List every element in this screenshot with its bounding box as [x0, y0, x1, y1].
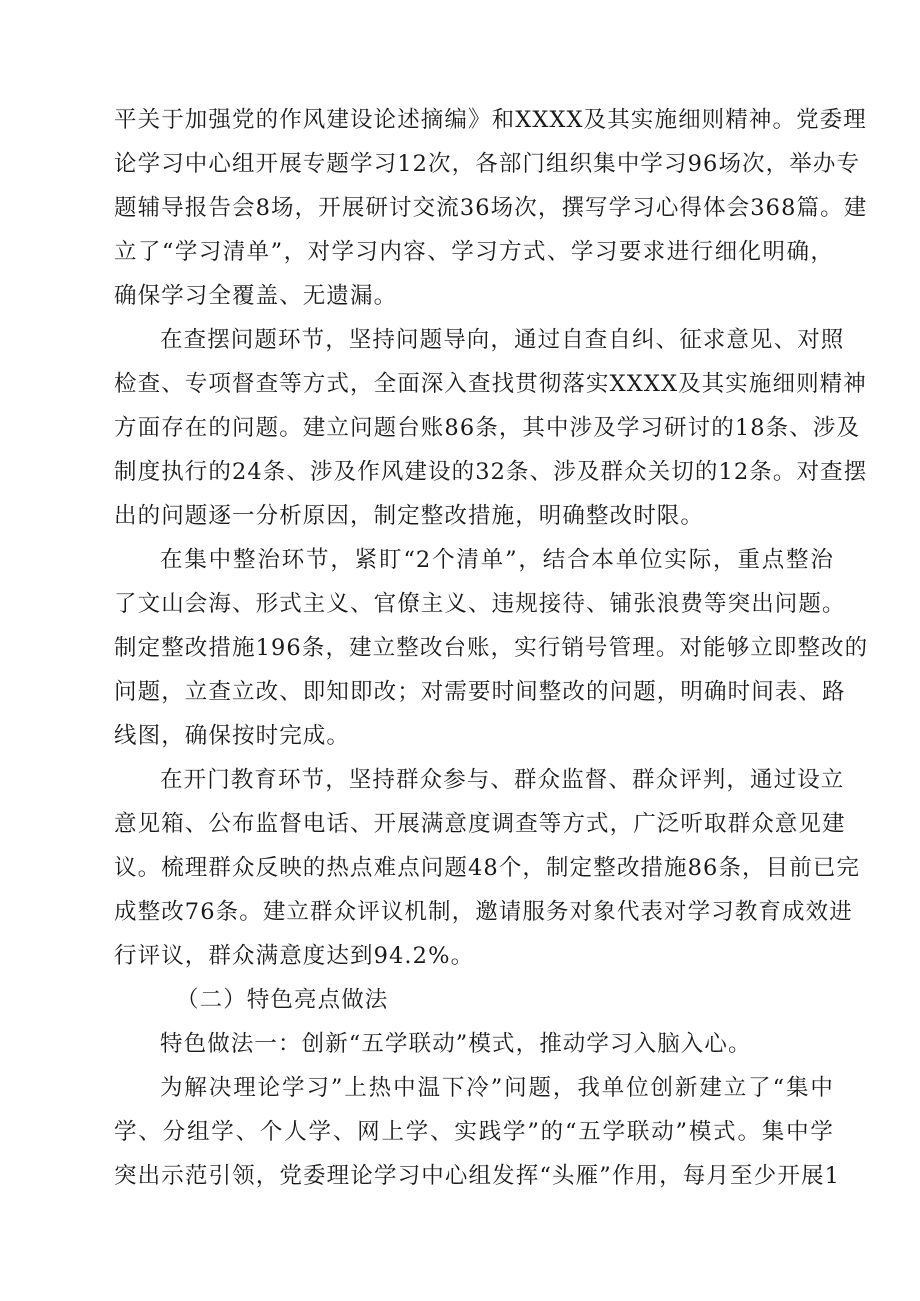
- text-line: 平关于加强党的作风建设论述摘编》和XXXX及其实施细则精神。党委理: [114, 107, 867, 133]
- text-line: 意见箱、公布监督电话、开展满意度调查等方式，广泛听取群众意见建: [114, 811, 846, 837]
- text-line: 制度执行的24条、涉及作风建设的32条、涉及群众关切的12条。对查摆: [114, 459, 868, 485]
- text-line: 题辅导报告会8场，开展研讨交流36场次，撰写学习心得体会368篇。建: [114, 195, 868, 221]
- text-line: 议。梳理群众反映的热点难点问题48个，制定整改措施86条，目前已完: [114, 855, 861, 881]
- text-line: 制定整改措施196条，建立整改台账，实行销号管理。对能够立即整改的: [114, 635, 869, 661]
- text-line: 问题，立查立改、即知即改；对需要时间整改的问题，明确时间表、路: [114, 679, 846, 705]
- text-line: 检查、专项督查等方式，全面深入查找贯彻落实XXXX及其实施细则精神: [114, 371, 867, 397]
- paragraph-first-line: 在开门教育环节，坚持群众参与、群众监督、群众评判，通过设立: [160, 767, 845, 793]
- text-line: 立了“学习清单”，对学习内容、学习方式、学习要求进行细化明确，: [114, 239, 834, 265]
- text-line: 学、分组学、个人学、网上学、实践学”的“五学联动”模式。集中学: [114, 1119, 834, 1145]
- text-line: 线图，确保按时完成。: [114, 723, 351, 749]
- text-line: 行评议，群众满意度达到94.2%。: [114, 943, 475, 969]
- text-line: 突出示范引领，党委理论学习中心组发挥“头雁”作用，每月至少开展1: [114, 1163, 840, 1189]
- paragraph-first-line: 为解决理论学习”上热中温下冷”问题，我单位创新建立了“集中: [160, 1075, 834, 1101]
- feature-title: 特色做法一：创新“五学联动”模式，推动学习入脑入心。: [160, 1031, 752, 1057]
- text-line: 论学习中心组开展专题学习12次，各部门组织集中学习96场次，举办专: [114, 151, 861, 177]
- text-line: 出的问题逐一分析原因，制定整改措施，明确整改时限。: [114, 503, 705, 529]
- paragraph-first-line: 在查摆问题环节，坚持问题导向，通过自查自纠、征求意见、对照: [160, 327, 845, 353]
- section-heading: （二）特色亮点做法: [176, 987, 389, 1013]
- text-line: 确保学习全覆盖、无遗漏。: [114, 283, 398, 309]
- text-line: 方面存在的问题。建立问题台账86条，其中涉及学习研讨的18条、涉及: [114, 415, 861, 441]
- text-line: 了文山会海、形式主义、官僚主义、违规接待、铺张浪费等突出问题。: [114, 591, 846, 617]
- text-line: 成整改76条。建立群众评议机制，邀请服务对象代表对学习教育成效进: [114, 899, 853, 925]
- paragraph-first-line: 在集中整治环节，紧盯“2个清单”，结合本单位实际，重点整治: [160, 547, 834, 573]
